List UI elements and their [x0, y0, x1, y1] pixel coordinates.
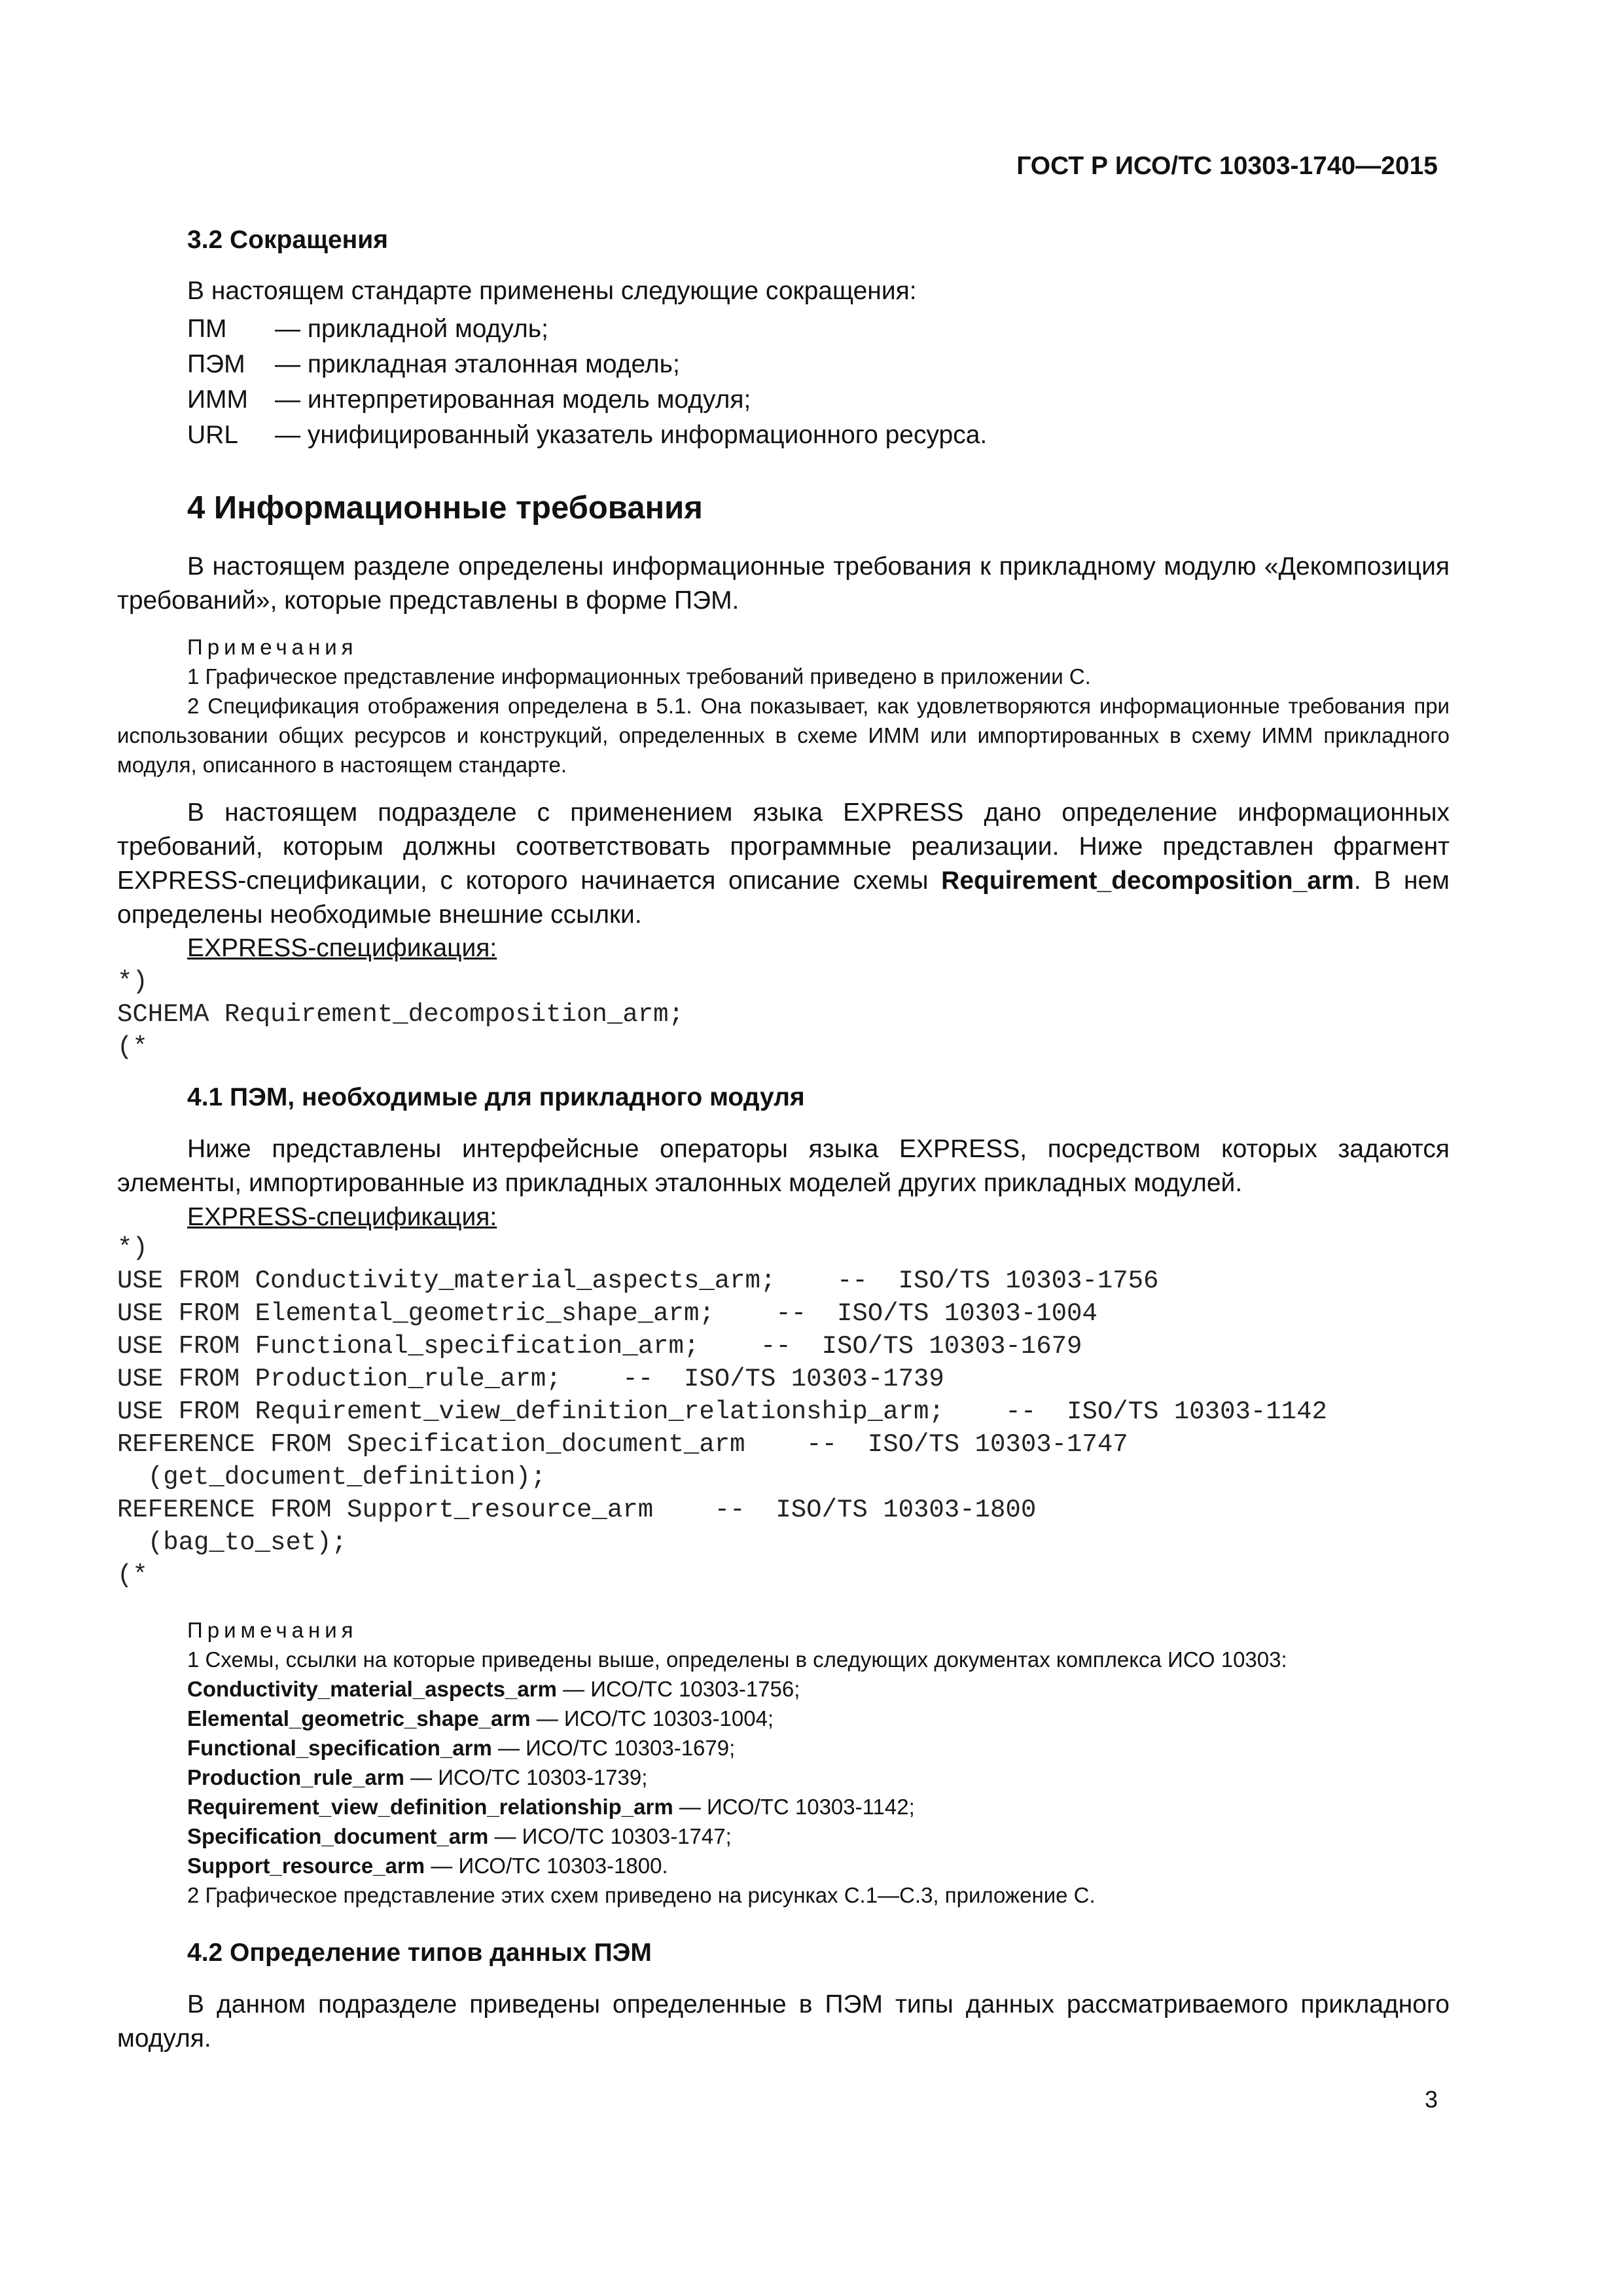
code-line: (bag_to_set);	[117, 1528, 348, 1557]
code-line: REFERENCE FROM Support_resource_arm -- ISO/TS 10303-1800	[117, 1496, 1037, 1524]
note-1-intro: 1 Схемы, ссылки на которые приведены выше, определены в следующих документах комплекса ИСО 10303:	[187, 1647, 1287, 1672]
code-line: (*	[117, 1033, 148, 1062]
code-block-interface	[117, 1232, 1327, 1592]
code-line: USE FROM Production_rule_arm; -- ISO/TS 10303-1739	[117, 1365, 944, 1393]
abbr-key: URL	[187, 421, 239, 449]
abbr-key: ПМ	[187, 315, 227, 343]
abbr-key: ПЭМ	[187, 350, 245, 378]
abbreviations-intro: В настоящем стандарте применены следующие сокращения:	[187, 277, 917, 305]
code-line: REFERENCE FROM Specification_document_arm -- ISO/TS 10303-1747	[117, 1430, 1128, 1459]
code-line: USE FROM Requirement_view_definition_relationship_arm; -- ISO/TS 10303-1142	[117, 1397, 1327, 1426]
document-header: ГОСТ Р ИСО/ТС 10303-1740—2015	[1016, 152, 1438, 180]
schema-ref: Requirement_view_definition_relationship_arm — ИСО/ТС 10303-1142;	[187, 1795, 915, 1819]
note-2: 2 Спецификация отображения определена в 5.1. Она показывает, как удовлетворяются информационные требования при использовании общих ресурсов и конструкций, определенных в схеме ИММ или импортированных в схему ИММ прикладного модуля, описанного в настоящем стандарте.	[117, 694, 1450, 777]
schema-ref: Elemental_geometric_shape_arm — ИСО/ТС 10303-1004;	[187, 1706, 774, 1731]
code-line: USE FROM Conductivity_material_aspects_arm; -- ISO/TS 10303-1756	[117, 1266, 1159, 1295]
code-line: SCHEMA Requirement_decomposition_arm;	[117, 1000, 684, 1029]
express-label: EXPRESS-спецификация:	[187, 934, 497, 962]
abbr-key: ИММ	[187, 386, 249, 414]
notes-label: Примечания	[187, 635, 358, 659]
section-4-1-title: 4.1 ПЭМ, необходимые для прикладного модуля	[187, 1083, 805, 1111]
code-block-schema	[117, 965, 684, 1064]
code-line: USE FROM Functional_specification_arm; -- ISO/TS 10303-1679	[117, 1332, 1082, 1361]
note-2: 2 Графическое представление этих схем приведено на рисунках С.1—С.3, приложение С.	[187, 1883, 1096, 1907]
notes-label: Примечания	[187, 1618, 358, 1642]
section-4-paragraph-1: В настоящем разделе определены информационные требования к прикладному модулю «Декомпозиция требований», которые представлены в форме ПЭМ.	[117, 552, 1450, 615]
abbr-value: — прикладная эталонная модель;	[275, 350, 680, 378]
section-4-1-paragraph: Ниже представлены интерфейсные операторы языка EXPRESS, посредством которых задаются элементы, импортированные из прикладных эталонных моделей других прикладных модулей.	[117, 1135, 1450, 1197]
code-line: USE FROM Elemental_geometric_shape_arm; -- ISO/TS 10303-1004	[117, 1299, 1097, 1328]
section-4-2-paragraph: В данном подразделе приведены определенные в ПЭМ типы данных рассматриваемого прикладного модуля.	[117, 1990, 1450, 2053]
code-line: (*	[117, 1561, 148, 1590]
abbr-value: — унифицированный указатель информационного ресурса.	[275, 421, 988, 449]
note-1: 1 Графическое представление информационных требований приведено в приложении С.	[187, 664, 1091, 689]
schema-ref: Support_resource_arm — ИСО/ТС 10303-1800.	[187, 1854, 668, 1878]
code-line: (get_document_definition);	[117, 1463, 546, 1492]
schema-ref: Functional_specification_arm — ИСО/ТС 10303-1679;	[187, 1736, 736, 1760]
abbr-value: — интерпретированная модель модуля;	[275, 386, 751, 414]
schema-ref: Specification_document_arm — ИСО/ТС 10303-1747;	[187, 1824, 732, 1848]
express-label: EXPRESS-спецификация:	[187, 1203, 497, 1231]
schema-ref: Conductivity_material_aspects_arm — ИСО/ТС 10303-1756;	[187, 1677, 800, 1701]
code-line: *)	[117, 1234, 148, 1263]
page-number: 3	[1424, 2086, 1438, 2113]
section-4-2-title: 4.2 Определение типов данных ПЭМ	[187, 1939, 652, 1967]
code-line: *)	[117, 967, 148, 996]
schema-name: Requirement_decomposition_arm	[941, 867, 1354, 895]
section-4-paragraph-2: В настоящем подразделе с применением языка EXPRESS дано определение информационных требований, которым должны соответствовать программные реализации. Ниже представлен фрагмент EXPRESS-спецификации, с которого начинается описание схемы Requirement_decomposition_arm. В нем определены необходимые внешние ссылки.	[117, 798, 1450, 929]
abbr-value: — прикладной модуль;	[275, 315, 548, 343]
section-4-title: 4 Информационные требования	[187, 490, 703, 526]
section-3-2-title: 3.2 Сокращения	[187, 226, 388, 254]
schema-ref: Production_rule_arm — ИСО/ТС 10303-1739;	[187, 1765, 648, 1789]
